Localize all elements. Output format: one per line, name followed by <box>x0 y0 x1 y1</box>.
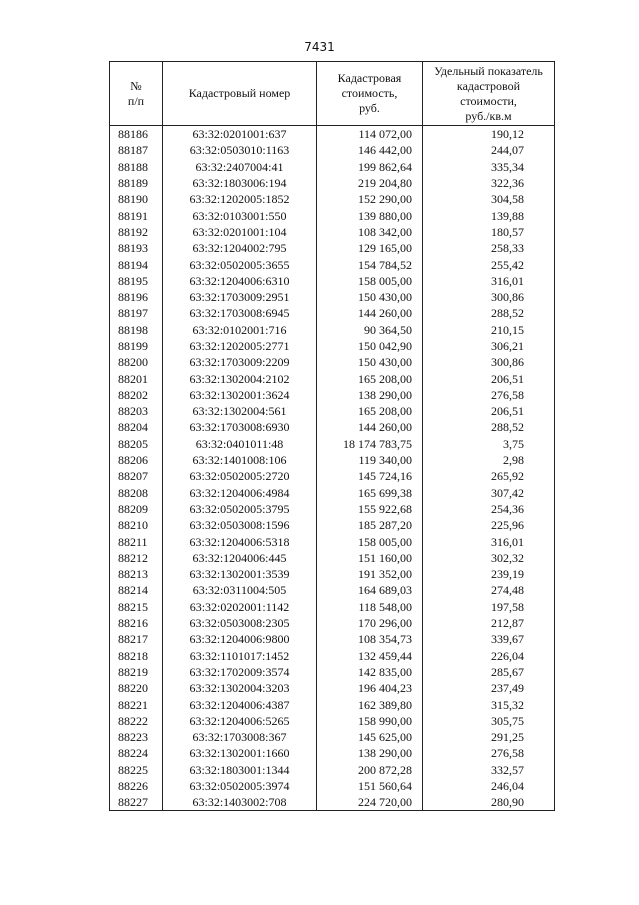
cadastral-number-cell: 63:32:0503008:1596 <box>163 517 317 533</box>
cadastral-cost-cell: 129 165,00 <box>317 240 423 256</box>
specific-value-cell: 210,15 <box>423 322 555 338</box>
header-spec-line: кадастровой <box>456 78 521 93</box>
row-number-cell: 88222 <box>110 713 163 729</box>
cadastral-cost-cell: 151 160,00 <box>317 550 423 566</box>
cadastral-number-cell: 63:32:1101017:1452 <box>163 648 317 664</box>
table-row <box>110 501 555 517</box>
cadastral-cost-cell: 146 442,00 <box>317 142 423 158</box>
cadastral-cost-cell: 142 835,00 <box>317 664 423 680</box>
cadastral-number-cell: 63:32:1302004:2102 <box>163 370 317 386</box>
row-number-cell: 88204 <box>110 419 163 435</box>
cadastral-number-cell: 63:32:1702009:3574 <box>163 664 317 680</box>
row-number-cell: 88192 <box>110 224 163 240</box>
table-row <box>110 273 555 289</box>
specific-value-cell: 339,67 <box>423 631 555 647</box>
row-number-cell: 88201 <box>110 370 163 386</box>
table-body <box>110 126 555 811</box>
cadastral-cost-cell: 152 290,00 <box>317 191 423 207</box>
specific-value-cell: 254,36 <box>423 501 555 517</box>
cadastral-cost-cell: 145 625,00 <box>317 729 423 745</box>
row-number-cell: 88209 <box>110 501 163 517</box>
specific-value-cell: 274,48 <box>423 582 555 598</box>
cadastral-number-cell: 63:32:0202001:1142 <box>163 599 317 615</box>
cadastral-number-cell: 63:32:1803006:194 <box>163 175 317 191</box>
header-specific-value <box>423 62 555 126</box>
specific-value-cell: 197,58 <box>423 599 555 615</box>
header-spec-line: стоимости, <box>460 93 517 108</box>
row-number-cell: 88189 <box>110 175 163 191</box>
cadastral-number-cell: 63:32:1202005:2771 <box>163 338 317 354</box>
row-number-cell: 88215 <box>110 599 163 615</box>
table-row <box>110 191 555 207</box>
cadastral-number-cell: 63:32:1302001:3624 <box>163 387 317 403</box>
table-row <box>110 207 555 223</box>
table-row <box>110 615 555 631</box>
cadastral-number-cell: 63:32:1703008:367 <box>163 729 317 745</box>
row-number-cell: 88200 <box>110 354 163 370</box>
table-row <box>110 729 555 745</box>
table-row <box>110 436 555 452</box>
specific-value-cell: 306,21 <box>423 338 555 354</box>
row-number-cell: 88195 <box>110 273 163 289</box>
row-number-cell: 88205 <box>110 436 163 452</box>
specific-value-cell: 139,88 <box>423 207 555 223</box>
cadastral-cost-cell: 219 204,80 <box>317 175 423 191</box>
cadastral-cost-cell: 144 260,00 <box>317 305 423 321</box>
header-cost-line: руб. <box>359 101 380 115</box>
specific-value-cell: 255,42 <box>423 256 555 272</box>
cadastral-cost-cell: 158 005,00 <box>317 273 423 289</box>
specific-value-cell: 180,57 <box>423 224 555 240</box>
header-num-line: № <box>130 78 142 93</box>
cadastral-number-cell: 63:32:1302004:561 <box>163 403 317 419</box>
row-number-cell: 88224 <box>110 745 163 761</box>
table-row <box>110 745 555 761</box>
table-row <box>110 289 555 305</box>
table-row <box>110 224 555 240</box>
cadastral-number-cell: 63:32:1204006:445 <box>163 550 317 566</box>
cadastral-cost-cell: 165 208,00 <box>317 370 423 386</box>
specific-value-cell: 190,12 <box>423 126 555 143</box>
row-number-cell: 88219 <box>110 664 163 680</box>
cadastral-value-table <box>109 61 555 811</box>
specific-value-cell: 258,33 <box>423 240 555 256</box>
specific-value-cell: 280,90 <box>423 794 555 811</box>
table-row <box>110 240 555 256</box>
row-number-cell: 88217 <box>110 631 163 647</box>
row-number-cell: 88220 <box>110 680 163 696</box>
cadastral-cost-cell: 108 342,00 <box>317 224 423 240</box>
table-row <box>110 354 555 370</box>
row-number-cell: 88213 <box>110 566 163 582</box>
table-row <box>110 338 555 354</box>
row-number-cell: 88187 <box>110 142 163 158</box>
table-row <box>110 419 555 435</box>
row-number-cell: 88226 <box>110 778 163 794</box>
row-number-cell: 88225 <box>110 762 163 778</box>
specific-value-cell: 315,32 <box>423 696 555 712</box>
table-row <box>110 126 555 143</box>
cadastral-cost-cell: 139 880,00 <box>317 207 423 223</box>
cadastral-number-cell: 63:32:1403002:708 <box>163 794 317 811</box>
table-row <box>110 648 555 664</box>
row-number-cell: 88211 <box>110 533 163 549</box>
specific-value-cell: 239,19 <box>423 566 555 582</box>
specific-value-cell: 285,67 <box>423 664 555 680</box>
row-number-cell: 88212 <box>110 550 163 566</box>
row-number-cell: 88221 <box>110 696 163 712</box>
row-number-cell: 88207 <box>110 468 163 484</box>
cadastral-cost-cell: 150 430,00 <box>317 354 423 370</box>
cadastral-cost-cell: 158 990,00 <box>317 713 423 729</box>
header-spec-line: Удельный показатель <box>434 63 543 78</box>
table-row <box>110 713 555 729</box>
row-number-cell: 88193 <box>110 240 163 256</box>
table-row <box>110 256 555 272</box>
specific-value-cell: 305,75 <box>423 713 555 729</box>
row-number-cell: 88186 <box>110 126 163 143</box>
cadastral-cost-cell: 191 352,00 <box>317 566 423 582</box>
header-cost-line: стоимость, <box>341 86 398 100</box>
row-number-cell: 88198 <box>110 322 163 338</box>
row-number-cell: 88223 <box>110 729 163 745</box>
specific-value-cell: 322,36 <box>423 175 555 191</box>
table-row <box>110 762 555 778</box>
specific-value-cell: 206,51 <box>423 403 555 419</box>
specific-value-cell: 265,92 <box>423 468 555 484</box>
header-cadastral-number: Кадастровый номер <box>163 62 317 126</box>
cadastral-number-cell: 63:32:1703009:2209 <box>163 354 317 370</box>
cadastral-number-cell: 63:32:0102001:716 <box>163 322 317 338</box>
cadastral-number-cell: 63:32:1302001:3539 <box>163 566 317 582</box>
cadastral-number-cell: 63:32:1204006:5318 <box>163 533 317 549</box>
cadastral-cost-cell: 138 290,00 <box>317 745 423 761</box>
cadastral-number-cell: 63:32:1204006:4984 <box>163 485 317 501</box>
row-number-cell: 88188 <box>110 159 163 175</box>
specific-value-cell: 246,04 <box>423 778 555 794</box>
cadastral-cost-cell: 132 459,44 <box>317 648 423 664</box>
specific-value-cell: 244,07 <box>423 142 555 158</box>
row-number-cell: 88197 <box>110 305 163 321</box>
row-number-cell: 88210 <box>110 517 163 533</box>
table-row <box>110 159 555 175</box>
row-number-cell: 88216 <box>110 615 163 631</box>
row-number-cell: 88190 <box>110 191 163 207</box>
cadastral-number-cell: 63:32:1401008:106 <box>163 452 317 468</box>
table-row <box>110 582 555 598</box>
header-spec-line: руб./кв.м <box>465 108 512 123</box>
table-row <box>110 517 555 533</box>
cadastral-number-cell: 63:32:0311004:505 <box>163 582 317 598</box>
cadastral-number-cell: 63:32:1302001:1660 <box>163 745 317 761</box>
cadastral-number-cell: 63:32:0201001:104 <box>163 224 317 240</box>
cadastral-number-cell: 63:32:1204006:4387 <box>163 696 317 712</box>
cadastral-cost-cell: 90 364,50 <box>317 322 423 338</box>
header-cadastral-cost <box>317 62 423 126</box>
row-number-cell: 88199 <box>110 338 163 354</box>
table-row <box>110 778 555 794</box>
header-cost-line: Кадастровая <box>337 71 402 85</box>
table-row <box>110 550 555 566</box>
cadastral-number-cell: 63:32:0502005:3974 <box>163 778 317 794</box>
cadastral-cost-cell: 185 287,20 <box>317 517 423 533</box>
table-row <box>110 175 555 191</box>
cadastral-number-cell: 63:32:0503010:1163 <box>163 142 317 158</box>
cadastral-cost-cell: 154 784,52 <box>317 256 423 272</box>
cadastral-number-cell: 63:32:2407004:41 <box>163 159 317 175</box>
specific-value-cell: 276,58 <box>423 745 555 761</box>
specific-value-cell: 288,52 <box>423 419 555 435</box>
row-number-cell: 88208 <box>110 485 163 501</box>
specific-value-cell: 300,86 <box>423 289 555 305</box>
cadastral-cost-cell: 200 872,28 <box>317 762 423 778</box>
cadastral-cost-cell: 224 720,00 <box>317 794 423 811</box>
cadastral-cost-cell: 165 699,38 <box>317 485 423 501</box>
specific-value-cell: 316,01 <box>423 533 555 549</box>
cadastral-cost-cell: 155 922,68 <box>317 501 423 517</box>
specific-value-cell: 3,75 <box>423 436 555 452</box>
specific-value-cell: 291,25 <box>423 729 555 745</box>
specific-value-cell: 307,42 <box>423 485 555 501</box>
cadastral-cost-cell: 118 548,00 <box>317 599 423 615</box>
specific-value-cell: 304,58 <box>423 191 555 207</box>
table-row <box>110 403 555 419</box>
page-number: 7431 <box>304 40 335 54</box>
header-num-line: п/п <box>127 93 145 108</box>
cadastral-number-cell: 63:32:1202005:1852 <box>163 191 317 207</box>
row-number-cell: 88196 <box>110 289 163 305</box>
cadastral-cost-cell: 144 260,00 <box>317 419 423 435</box>
cadastral-cost-cell: 119 340,00 <box>317 452 423 468</box>
table-row <box>110 305 555 321</box>
specific-value-cell: 212,87 <box>423 615 555 631</box>
cadastral-number-cell: 63:32:0502005:3795 <box>163 501 317 517</box>
specific-value-cell: 2,98 <box>423 452 555 468</box>
cadastral-cost-cell: 165 208,00 <box>317 403 423 419</box>
cadastral-number-cell: 63:32:0103001:550 <box>163 207 317 223</box>
cadastral-cost-cell: 199 862,64 <box>317 159 423 175</box>
specific-value-cell: 226,04 <box>423 648 555 664</box>
cadastral-cost-cell: 196 404,23 <box>317 680 423 696</box>
cadastral-cost-cell: 158 005,00 <box>317 533 423 549</box>
table-header-row <box>110 62 555 126</box>
cadastral-cost-cell: 150 042,90 <box>317 338 423 354</box>
specific-value-cell: 302,32 <box>423 550 555 566</box>
specific-value-cell: 237,49 <box>423 680 555 696</box>
table-row <box>110 370 555 386</box>
table-row <box>110 599 555 615</box>
table-row <box>110 485 555 501</box>
table-row <box>110 664 555 680</box>
row-number-cell: 88191 <box>110 207 163 223</box>
table-row <box>110 794 555 811</box>
table-row <box>110 322 555 338</box>
table-row <box>110 142 555 158</box>
cadastral-number-cell: 63:32:0502005:2720 <box>163 468 317 484</box>
cadastral-cost-cell: 151 560,64 <box>317 778 423 794</box>
cadastral-number-cell: 63:32:0503008:2305 <box>163 615 317 631</box>
row-number-cell: 88214 <box>110 582 163 598</box>
cadastral-cost-cell: 164 689,03 <box>317 582 423 598</box>
cadastral-number-cell: 63:32:1204006:9800 <box>163 631 317 647</box>
specific-value-cell: 316,01 <box>423 273 555 289</box>
specific-value-cell: 276,58 <box>423 387 555 403</box>
table-row <box>110 468 555 484</box>
cadastral-number-cell: 63:32:1302004:3203 <box>163 680 317 696</box>
specific-value-cell: 288,52 <box>423 305 555 321</box>
specific-value-cell: 332,57 <box>423 762 555 778</box>
specific-value-cell: 300,86 <box>423 354 555 370</box>
cadastral-number-cell: 63:32:1703008:6945 <box>163 305 317 321</box>
cadastral-number-cell: 63:32:1803001:1344 <box>163 762 317 778</box>
specific-value-cell: 206,51 <box>423 370 555 386</box>
cadastral-cost-cell: 150 430,00 <box>317 289 423 305</box>
table-row <box>110 566 555 582</box>
specific-value-cell: 225,96 <box>423 517 555 533</box>
cadastral-cost-cell: 18 174 783,75 <box>317 436 423 452</box>
table-row <box>110 631 555 647</box>
specific-value-cell: 335,34 <box>423 159 555 175</box>
row-number-cell: 88206 <box>110 452 163 468</box>
row-number-cell: 88203 <box>110 403 163 419</box>
header-row-number <box>110 62 163 126</box>
cadastral-cost-cell: 170 296,00 <box>317 615 423 631</box>
cadastral-cost-cell: 162 389,80 <box>317 696 423 712</box>
cadastral-number-cell: 63:32:0201001:637 <box>163 126 317 143</box>
table-row <box>110 680 555 696</box>
cadastral-number-cell: 63:32:1703008:6930 <box>163 419 317 435</box>
cadastral-cost-cell: 138 290,00 <box>317 387 423 403</box>
cadastral-number-cell: 63:32:1204002:795 <box>163 240 317 256</box>
cadastral-number-cell: 63:32:0401011:48 <box>163 436 317 452</box>
cadastral-cost-cell: 145 724,16 <box>317 468 423 484</box>
row-number-cell: 88202 <box>110 387 163 403</box>
table-row <box>110 452 555 468</box>
row-number-cell: 88194 <box>110 256 163 272</box>
table-row <box>110 533 555 549</box>
cadastral-cost-cell: 114 072,00 <box>317 126 423 143</box>
cadastral-number-cell: 63:32:0502005:3655 <box>163 256 317 272</box>
cadastral-number-cell: 63:32:1204006:5265 <box>163 713 317 729</box>
cadastral-number-cell: 63:32:1703009:2951 <box>163 289 317 305</box>
cadastral-number-cell: 63:32:1204006:6310 <box>163 273 317 289</box>
row-number-cell: 88218 <box>110 648 163 664</box>
cadastral-cost-cell: 108 354,73 <box>317 631 423 647</box>
table-row <box>110 696 555 712</box>
table-row <box>110 387 555 403</box>
row-number-cell: 88227 <box>110 794 163 811</box>
